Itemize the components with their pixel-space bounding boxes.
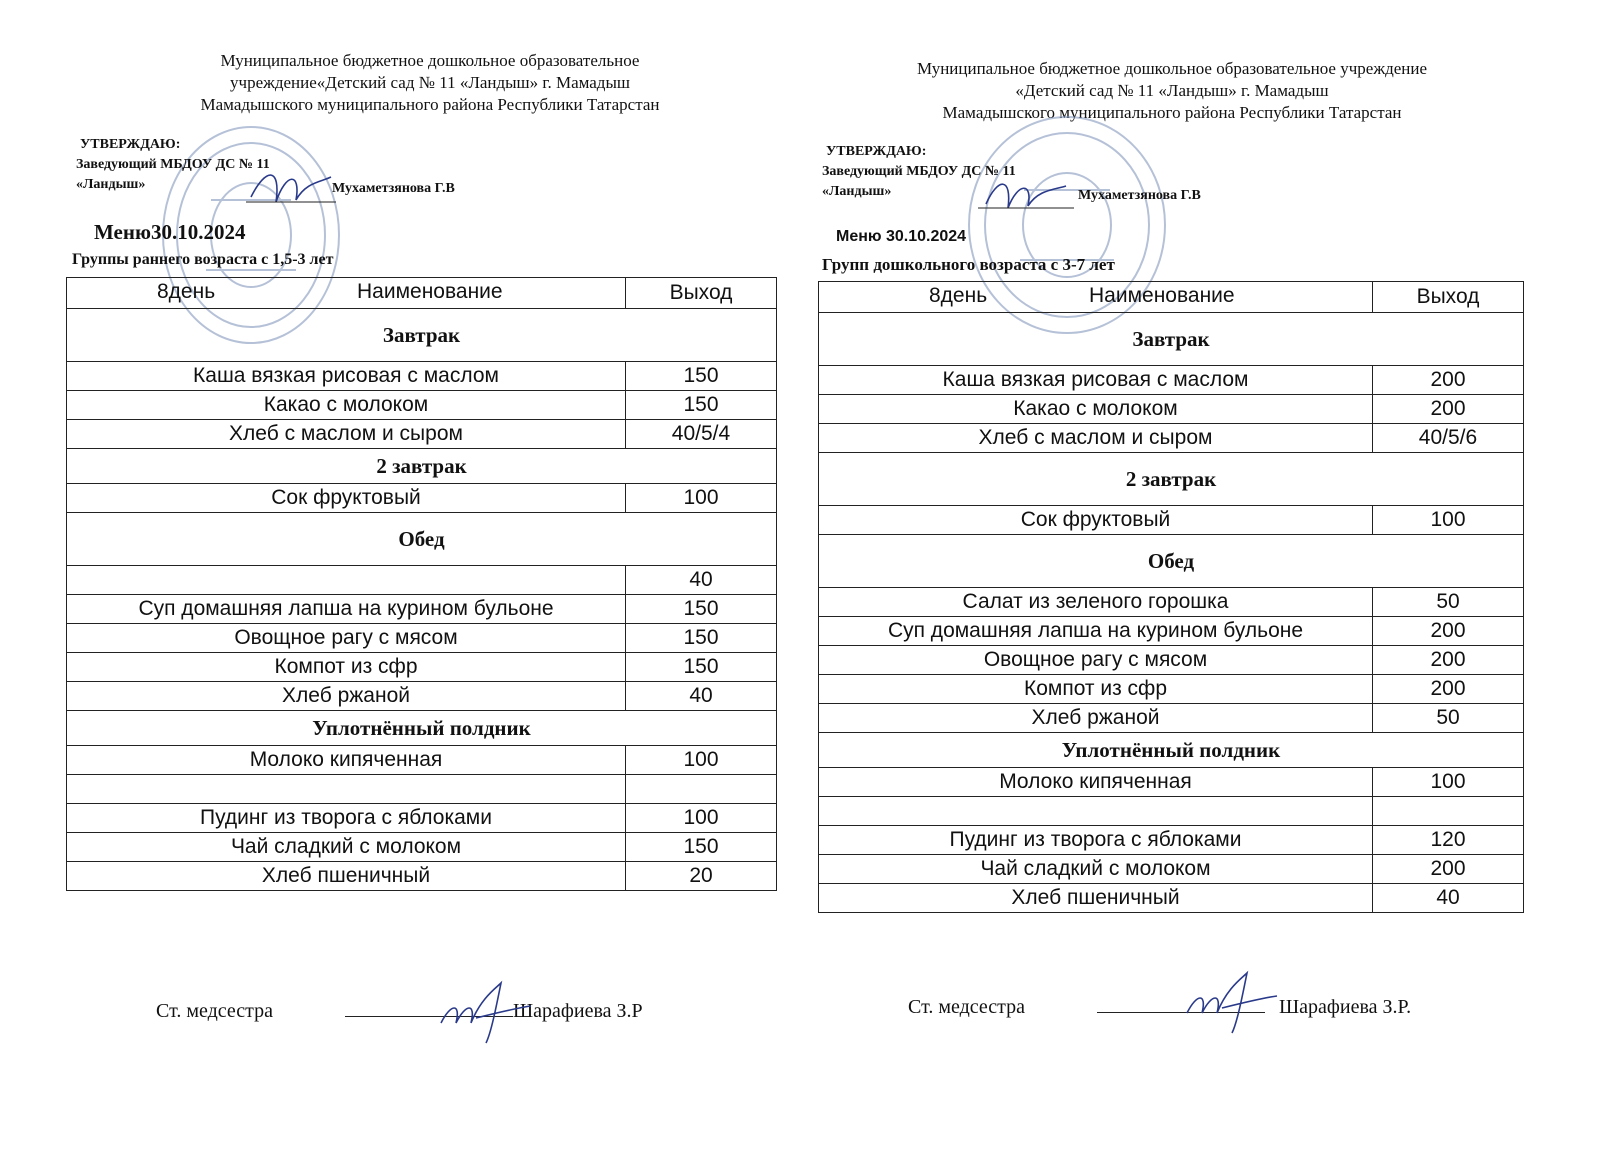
header-cell — [67, 278, 626, 309]
table-row — [819, 506, 1524, 535]
dish-name: Салат из зеленого горошка — [819, 588, 1373, 617]
menu-title: Меню 30.10.2024 — [836, 228, 967, 245]
org-line: учреждение«Детский сад № 11 «Ландыш» г. Мамадыш — [230, 73, 630, 92]
section-row — [819, 313, 1524, 366]
head-name: Мухаметзянова Г.В — [332, 181, 455, 196]
nurse-name: Шарафиева З.Р — [513, 1000, 643, 1022]
dish-output: 100 — [626, 804, 777, 833]
dish-name: Сок фруктовый — [819, 506, 1373, 535]
table-row — [67, 624, 777, 653]
dish-output: 50 — [1373, 588, 1524, 617]
dish-output: 150 — [626, 653, 777, 682]
table-row — [67, 484, 777, 513]
table-row — [67, 746, 777, 775]
section-title: Завтрак — [67, 309, 777, 362]
name-column-header: Наименование — [1089, 284, 1235, 307]
dish-name: Какао с молоком — [67, 391, 626, 420]
dish-output: 40 — [626, 682, 777, 711]
section-title: Уплотнённый полдник — [819, 733, 1524, 768]
head-org: «Ландыш» — [76, 177, 146, 192]
dish-name: Чай сладкий с молоком — [67, 833, 626, 862]
section-title: Уплотнённый полдник — [67, 711, 777, 746]
dish-output: 150 — [626, 391, 777, 420]
nurse-name: Шарафиева З.Р. — [1279, 996, 1412, 1018]
table-header-row — [67, 278, 777, 309]
dish-name: Суп домашняя лапша на курином бульоне — [819, 617, 1373, 646]
table-row — [67, 653, 777, 682]
dish-name: Хлеб ржаной — [67, 682, 626, 711]
table-row — [67, 391, 777, 420]
menu-table — [818, 281, 1524, 913]
table-row — [67, 595, 777, 624]
dish-output — [626, 775, 777, 804]
org-line: Мамадышского муниципального района Республики Татарстан — [942, 103, 1402, 122]
head-position: Заведующий МБДОУ ДС № 11 — [822, 164, 1016, 179]
table-row — [819, 366, 1524, 395]
dish-output: 200 — [1373, 675, 1524, 704]
name-column-header: Наименование — [357, 280, 503, 303]
group-label: Групп дошкольного возраста с 3-7 лет — [822, 255, 1115, 274]
dish-output: 40/5/6 — [1373, 424, 1524, 453]
dish-output: 200 — [1373, 646, 1524, 675]
table-row — [67, 833, 777, 862]
dish-output: 150 — [626, 624, 777, 653]
dish-name: Какао с молоком — [819, 395, 1373, 424]
dish-output: 200 — [1373, 617, 1524, 646]
table-row — [819, 797, 1524, 826]
organization-header — [120, 50, 740, 116]
section-title: 2 завтрак — [67, 449, 777, 484]
organization-header — [832, 58, 1512, 124]
section-row — [67, 309, 777, 362]
dish-output: 200 — [1373, 366, 1524, 395]
dish-output: 40 — [626, 566, 777, 595]
table-row — [819, 395, 1524, 424]
dish-output: 100 — [1373, 506, 1524, 535]
section-row — [819, 733, 1524, 768]
section-title: Обед — [819, 535, 1524, 588]
table-row — [819, 768, 1524, 797]
dish-name: Пудинг из творога с яблоками — [67, 804, 626, 833]
approve-label: УТВЕРЖДАЮ: — [80, 137, 181, 152]
dish-name: Компот из сфр — [819, 675, 1373, 704]
dish-output: 200 — [1373, 395, 1524, 424]
dish-name: Суп домашняя лапша на курином бульоне — [67, 595, 626, 624]
table-row — [67, 862, 777, 891]
output-column-header: Выход — [626, 278, 777, 309]
table-row — [819, 588, 1524, 617]
dish-output: 20 — [626, 862, 777, 891]
group-label: Группы раннего возраста с 1,5-3 лет — [72, 251, 334, 268]
nurse-signature-icon — [1182, 968, 1282, 1038]
dish-output: 100 — [1373, 768, 1524, 797]
dish-name — [67, 775, 626, 804]
dish-name: Пудинг из творога с яблоками — [819, 826, 1373, 855]
table-row — [819, 646, 1524, 675]
nurse-signature-icon — [436, 978, 536, 1048]
nurse-signature-block — [156, 996, 643, 1023]
dish-name: Овощное рагу с мясом — [819, 646, 1373, 675]
dish-name: Чай сладкий с молоком — [819, 855, 1373, 884]
org-line: «Детский сад № 11 «Ландыш» г. Мамадыш — [1015, 81, 1329, 100]
table-row — [67, 804, 777, 833]
section-title: Обед — [67, 513, 777, 566]
dish-name: Хлеб с маслом и сыром — [67, 420, 626, 449]
approval-block — [76, 135, 455, 196]
section-row — [819, 453, 1524, 506]
director-signature-icon — [246, 162, 336, 212]
dish-output — [1373, 797, 1524, 826]
section-title: 2 завтрак — [819, 453, 1524, 506]
org-line: Мамадышского муниципального района Республики Татарстан — [200, 95, 660, 114]
section-row — [819, 535, 1524, 588]
table-row — [67, 775, 777, 804]
menu-title: Меню30.10.2024 — [94, 220, 246, 244]
dish-output: 150 — [626, 362, 777, 391]
output-column-header: Выход — [1373, 282, 1524, 313]
dish-output: 200 — [1373, 855, 1524, 884]
head-position: Заведующий МБДОУ ДС № 11 — [76, 157, 270, 172]
day-label: 8день — [157, 280, 216, 303]
menu-table — [66, 277, 777, 891]
dish-name: Каша вязкая рисовая с маслом — [67, 362, 626, 391]
dish-output: 100 — [626, 746, 777, 775]
header-cell — [819, 282, 1373, 313]
director-signature-icon — [978, 172, 1074, 218]
head-org: «Ландыш» — [822, 184, 892, 199]
table-row — [67, 362, 777, 391]
table-row — [67, 566, 777, 595]
nurse-label: Ст. медсестра — [908, 996, 1025, 1018]
head-name: Мухаметзянова Г.В — [1078, 188, 1201, 203]
dish-name: Овощное рагу с мясом — [67, 624, 626, 653]
dish-output: 40 — [1373, 884, 1524, 913]
section-row — [67, 449, 777, 484]
dish-name: Хлеб пшеничный — [819, 884, 1373, 913]
dish-name: Хлеб с маслом и сыром — [819, 424, 1373, 453]
section-title: Завтрак — [819, 313, 1524, 366]
dish-output: 120 — [1373, 826, 1524, 855]
table-row — [819, 675, 1524, 704]
dish-name — [67, 566, 626, 595]
table-row — [819, 826, 1524, 855]
table-header-row — [819, 282, 1524, 313]
section-row — [67, 513, 777, 566]
table-row — [819, 704, 1524, 733]
table-row — [819, 424, 1524, 453]
dish-name — [819, 797, 1373, 826]
dish-name: Компот из сфр — [67, 653, 626, 682]
dish-name: Каша вязкая рисовая с маслом — [819, 366, 1373, 395]
table-row — [819, 884, 1524, 913]
dish-name: Сок фруктовый — [67, 484, 626, 513]
dish-output: 40/5/4 — [626, 420, 777, 449]
dish-output: 50 — [1373, 704, 1524, 733]
day-label: 8день — [929, 284, 988, 307]
dish-name: Хлеб ржаной — [819, 704, 1373, 733]
dish-output: 150 — [626, 833, 777, 862]
org-line: Муниципальное бюджетное дошкольное образовательное — [220, 51, 640, 70]
approve-label: УТВЕРЖДАЮ: — [826, 144, 927, 159]
dish-output: 100 — [626, 484, 777, 513]
dish-name: Молоко кипяченная — [67, 746, 626, 775]
table-row — [67, 682, 777, 711]
table-row — [819, 855, 1524, 884]
dish-name: Молоко кипяченная — [819, 768, 1373, 797]
dish-name: Хлеб пшеничный — [67, 862, 626, 891]
table-row — [67, 420, 777, 449]
nurse-label: Ст. медсестра — [156, 1000, 273, 1022]
nurse-signature-block — [908, 992, 1411, 1019]
dish-output: 150 — [626, 595, 777, 624]
org-line: Муниципальное бюджетное дошкольное образовательное учреждение — [917, 59, 1427, 78]
section-row — [67, 711, 777, 746]
table-row — [819, 617, 1524, 646]
